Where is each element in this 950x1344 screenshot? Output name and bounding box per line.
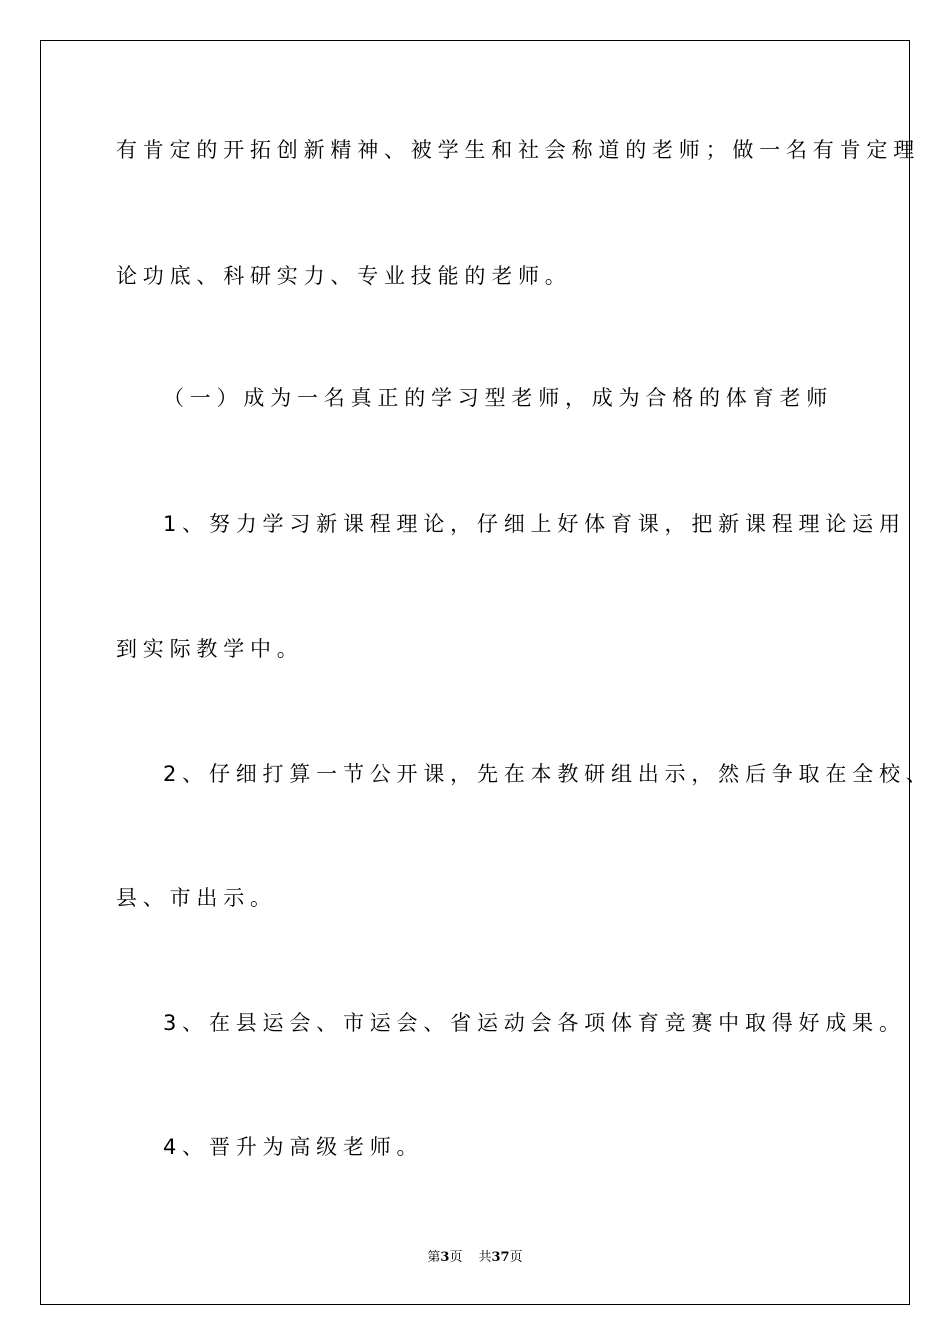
- list-item-2-continued: 县、市出示。: [116, 886, 277, 910]
- page-footer: [0, 1250, 950, 1266]
- page-number: 3: [440, 1250, 450, 1265]
- page-prefix: 第: [427, 1250, 441, 1265]
- list-item-2: 2、仔细打算一节公开课，先在本教研组出示，然后争取在全校、: [163, 762, 933, 786]
- section-heading: （一）成为一名真正的学习型老师，成为合格的体育老师: [163, 386, 833, 410]
- list-item-1-continued: 到实际教学中。: [116, 637, 304, 661]
- body-line-2: 论功底、科研实力、专业技能的老师。: [116, 264, 572, 288]
- list-item-4: 4、晋升为高级老师。: [163, 1135, 424, 1159]
- list-item-3: 3、在县运会、市运会、省运动会各项体育竞赛中取得好成果。: [163, 1011, 906, 1035]
- page-border: [40, 40, 910, 1305]
- list-item-1: 1、努力学习新课程理论，仔细上好体育课，把新课程理论运用: [163, 512, 906, 536]
- total-suffix: 页: [509, 1250, 523, 1265]
- page-suffix: 页: [449, 1250, 463, 1265]
- body-line-1: 有肯定的开拓创新精神、被学生和社会称道的老师；做一名有肯定理: [116, 138, 920, 162]
- total-prefix: 共: [478, 1250, 492, 1265]
- total-pages: 37: [491, 1250, 510, 1265]
